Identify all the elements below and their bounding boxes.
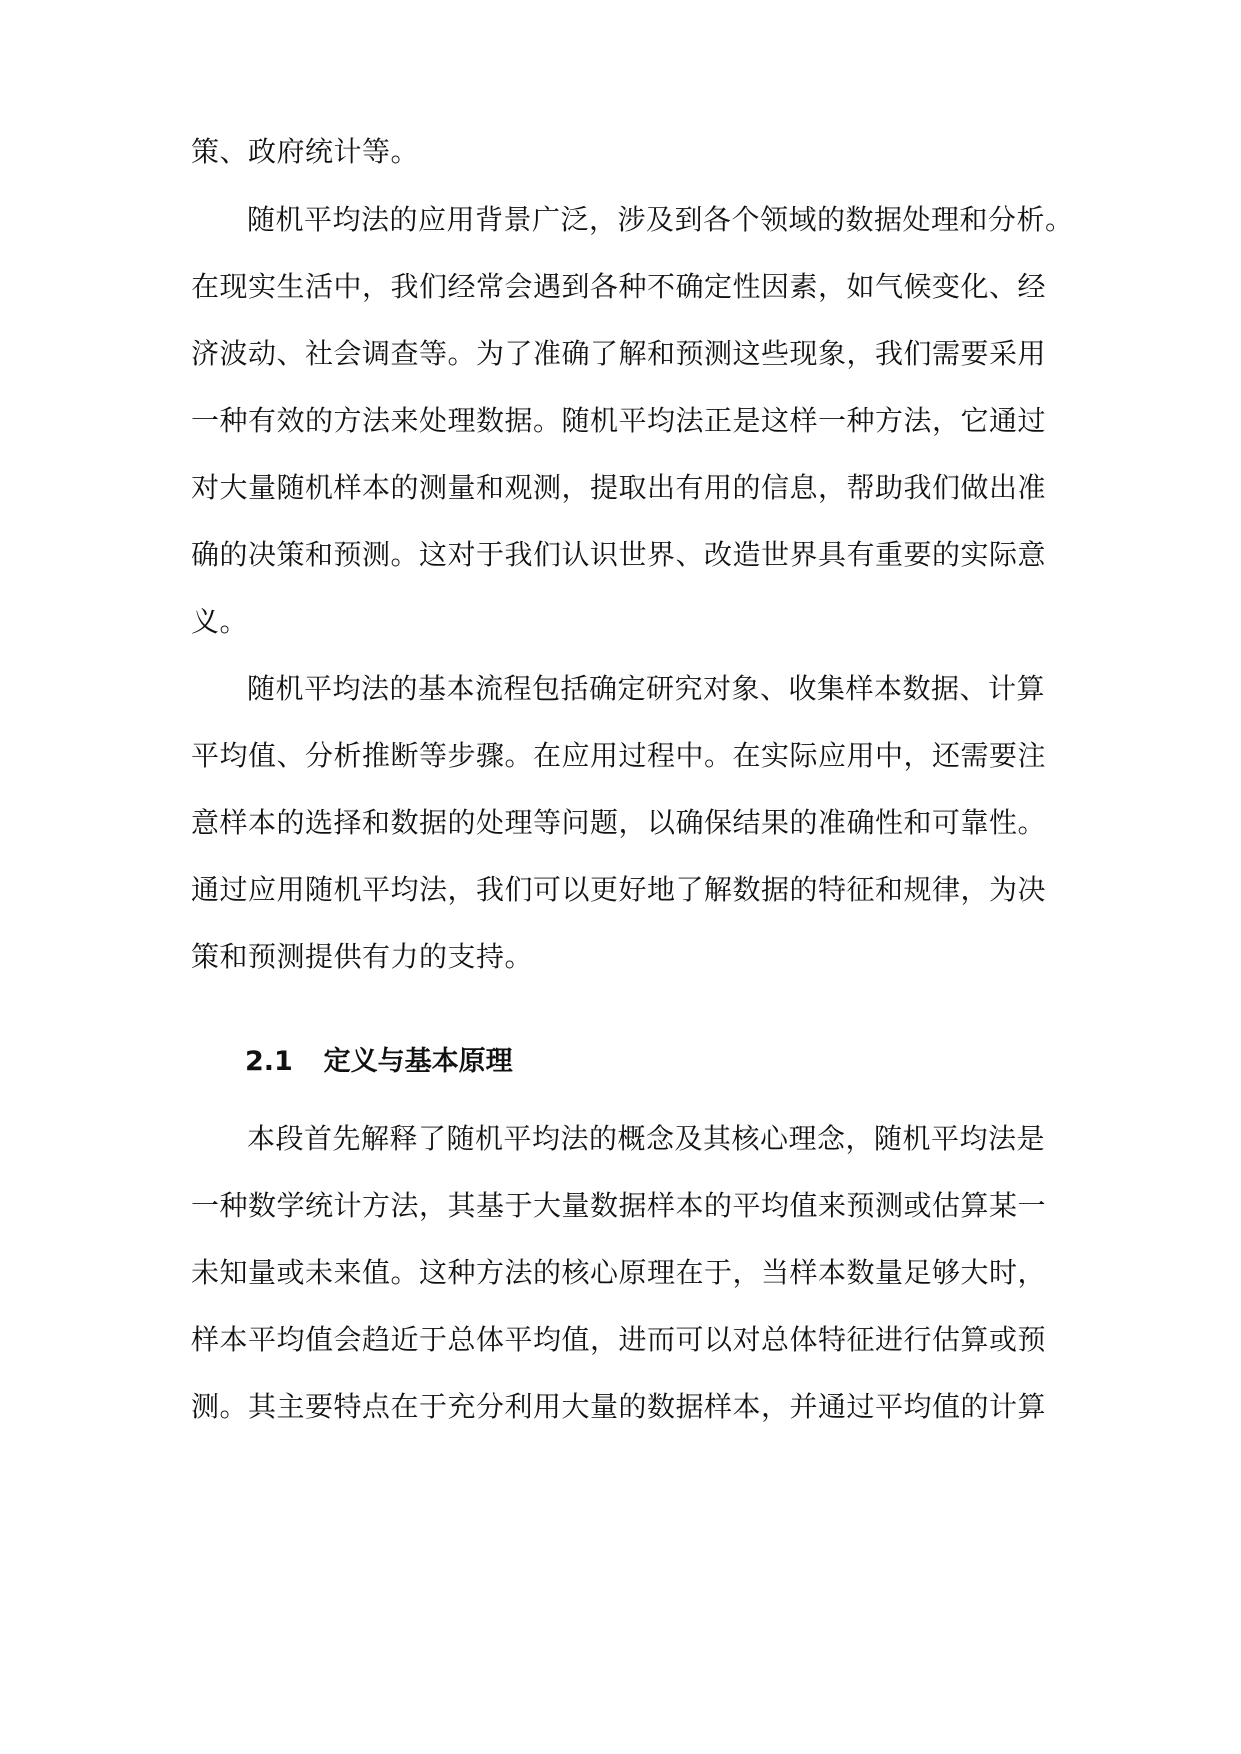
paragraph-2-line-3: 意样本的选择和数据的处理等问题，以确保结果的准确性和可靠性。 xyxy=(191,806,1047,839)
paragraph-3-line-2: 一种数学统计方法，其基于大量数据样本的平均值来预测或估算某一 xyxy=(191,1189,1047,1222)
paragraph-2-line-4: 通过应用随机平均法，我们可以更好地了解数据的特征和规律，为决 xyxy=(191,873,1047,906)
paragraph-2-line-1: 随机平均法的基本流程包括确定研究对象、收集样本数据、计算 xyxy=(247,672,1046,705)
paragraph-2-line-5: 策和预测提供有力的支持。 xyxy=(191,940,534,973)
paragraph-3-line-5: 测。其主要特点在于充分利用大量的数据样本，并通过平均值的计算 xyxy=(191,1390,1047,1423)
paragraph-1-line-2: 在现实生活中，我们经常会遇到各种不确定性因素，如气候变化、经 xyxy=(191,270,1047,303)
paragraph-2-line-2: 平均值、分析推断等步骤。在应用过程中。在实际应用中，还需要注 xyxy=(191,739,1047,772)
paragraph-3-line-4: 样本平均值会趋近于总体平均值，进而可以对总体特征进行估算或预 xyxy=(191,1323,1047,1356)
paragraph-1-line-5: 对大量随机样本的测量和观测，提取出有用的信息，帮助我们做出准 xyxy=(191,471,1047,504)
paragraph-1-line-3: 济波动、社会调查等。为了准确了解和预测这些现象，我们需要采用 xyxy=(191,337,1047,370)
paragraph-1-line-1: 随机平均法的应用背景广泛，涉及到各个领域的数据处理和分析。 xyxy=(247,203,1074,236)
section-number: 2.1 xyxy=(245,1046,293,1077)
paragraph-1-line-7: 义。 xyxy=(191,605,249,638)
paragraph-1-line-6: 确的决策和预测。这对于我们认识世界、改造世界具有重要的实际意 xyxy=(191,538,1047,571)
section-title: 定义与基本原理 xyxy=(323,1046,513,1077)
paragraph-3-line-3: 未知量或未来值。这种方法的核心原理在于，当样本数量足够大时， xyxy=(191,1256,1047,1289)
section-heading xyxy=(245,1042,513,1082)
paragraph-1-line-4: 一种有效的方法来处理数据。随机平均法正是这样一种方法，它通过 xyxy=(191,404,1047,437)
paragraph-0-line-1: 策、政府统计等。 xyxy=(191,135,420,168)
paragraph-3-line-1: 本段首先解释了随机平均法的概念及其核心理念，随机平均法是 xyxy=(247,1122,1046,1155)
